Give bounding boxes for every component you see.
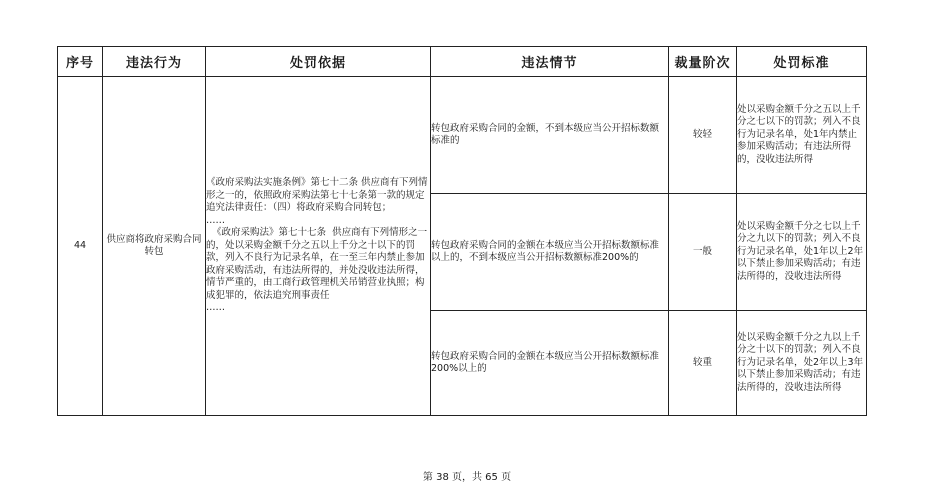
header-condition: 违法情节: [431, 47, 669, 77]
row-number: 44: [58, 77, 103, 416]
standard-cell: 处以采购金额千分之九以上千分之十以下的罚款；列入不良行为记录名单，处2年以上3年以下禁止参加采购活动；有违法所得的，没收违法所得: [737, 311, 867, 416]
penalty-table: [57, 46, 867, 416]
condition-cell: 转包政府采购合同的金额在本级应当公开招标数额标准200%以上的: [431, 311, 669, 416]
header-row: [58, 47, 867, 77]
header-level: 裁量阶次: [669, 47, 737, 77]
basis-paragraph: 《政府采购法》第七十七条 供应商有下列情形之一的，处以采购金额千分之五以上千分之十以下的罚款，列入不良行为记录名单，在一至三年内禁止参加政府采购活动，有违法所得的，并处没收违法所得，情节严重的，由工商行政管理机关吊销营业执照；构成犯罪的，依法追究刑事责任: [206, 227, 428, 301]
basis-ellipsis: ……: [206, 214, 225, 226]
standard-cell: 处以采购金额千分之五以上千分之七以下的罚款；列入不良行为记录名单，处1年内禁止参加采购活动；有违法所得的，没收违法所得: [737, 77, 867, 194]
basis-cell: [206, 77, 431, 416]
condition-cell: 转包政府采购合同的金额，不到本级应当公开招标数额标准的: [431, 77, 669, 194]
basis-paragraph: 《政府采购法实施条例》第七十二条 供应商有下列情形之一的，依照政府采购法第七十七条第一款的规定追究法律责任：（四）将政府采购合同转包；: [206, 177, 428, 214]
page-footer: 第 38 页，共 65 页: [422, 472, 512, 483]
basis-ellipsis: ……: [206, 302, 225, 314]
header-violation: 违法行为: [103, 47, 206, 77]
header-standard: 处罚标准: [737, 47, 867, 77]
level-cell: 一般: [669, 194, 737, 311]
level-cell: 较轻: [669, 77, 737, 194]
header-number: 序号: [58, 47, 103, 77]
level-cell: 较重: [669, 311, 737, 416]
standard-cell: 处以采购金额千分之七以上千分之九以下的罚款；列入不良行为记录名单，处1年以上2年以下禁止参加采购活动；有违法所得的，没收违法所得: [737, 194, 867, 311]
header-basis: 处罚依据: [206, 47, 431, 77]
table-row: [58, 77, 867, 194]
violation-cell: 供应商将政府采购合同转包: [103, 77, 206, 416]
condition-cell: 转包政府采购合同的金额在本级应当公开招标数额标准以上的，不到本级应当公开招标数额标准200%的: [431, 194, 669, 311]
